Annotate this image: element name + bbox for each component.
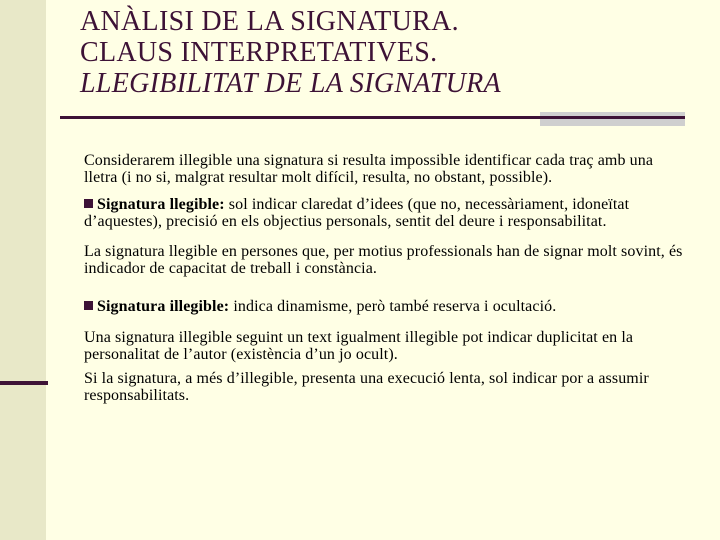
title-line-1: ANÀLISI DE LA SIGNATURA.	[80, 6, 459, 37]
bullet-text-llegible: sol indicar claredat d’idees (que no, necessàriament, idoneïtat d’aquestes), precisió en els objectius personals, sentit del deure i responsabilitat.	[84, 196, 630, 230]
bullet-text-illegible: indica dinamisme, però també reserva i ocultació.	[229, 298, 557, 315]
title-divider-rule	[60, 116, 685, 119]
intro-paragraph: Considerarem illegible una signatura si resulta impossible identificar cada traç amb una lletra (i no si, malgrat resultar molt difícil, resulta, no obstant, possible).	[84, 152, 654, 186]
slide-title	[80, 6, 700, 99]
title-rule-block	[540, 112, 685, 126]
bullet-signatura-llegible	[84, 196, 684, 230]
bullet-term-llegible: Signatura llegible:	[97, 196, 225, 213]
title-line-3: LLEGIBILITAT DE LA SIGNATURA	[80, 68, 501, 99]
square-bullet-icon	[84, 199, 93, 208]
square-bullet-icon	[84, 301, 93, 310]
slide-body	[84, 152, 684, 404]
bullet-signatura-illegible	[84, 298, 684, 315]
bullet-term-illegible: Signatura illegible:	[97, 298, 230, 315]
title-line-2: CLAUS INTERPRETATIVES.	[80, 37, 438, 68]
paragraph-execucio-lenta: Si la signatura, a més d’illegible, presenta una execució lenta, sol indicar por a assumir responsabilitats.	[84, 370, 649, 404]
paragraph-llegible-professionals: La signatura llegible en persones que, per motius professionals han de signar molt sovint, és indicador de capacitat de treball i constància.	[84, 243, 683, 277]
left-band-accent-rule	[0, 381, 48, 385]
left-decorative-band	[0, 0, 46, 540]
paragraph-illegible-text: Una signatura illegible seguint un text igualment illegible pot indicar duplicitat en la personalitat de l’autor (existència d’un jo ocult).	[84, 329, 634, 363]
